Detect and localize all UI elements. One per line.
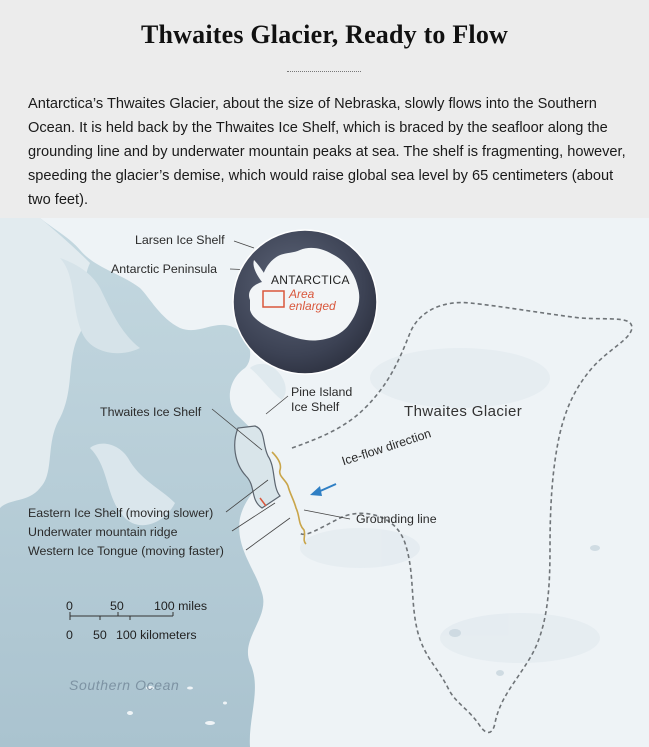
page-title: Thwaites Glacier, Ready to Flow [140,20,509,49]
label-area-enlarged-2: enlarged [289,299,336,313]
title-divider [287,71,361,72]
intro-text: Antarctica’s Thwaites Glacier, about the size of Nebraska, slowly flows into the Southern Ocean. It is held back by the Thwaites Ice Shelf, which is braced by the seafloor along the grounding line and by underwater mountain peaks at sea. The shelf is fragmenting, however, speeding the glacier’s demise, which would raise global sea level by 65 centimeters (about two feet). [28,96,626,208]
label-thwaites-ice-shelf: Thwaites Ice Shelf [100,405,202,419]
scale-km-0: 0 [66,628,73,642]
label-western-ice-tongue: Western Ice Tongue (moving faster) [28,544,224,558]
label-eastern-ice-shelf: Eastern Ice Shelf (moving slower) [28,506,214,520]
label-larsen-ice-shelf: Larsen Ice Shelf [135,233,225,247]
label-antarctica: ANTARCTICA [271,273,350,287]
label-antarctic-peninsula: Antarctic Peninsula [111,262,218,276]
label-thwaites-glacier: Thwaites Glacier [404,403,523,420]
label-area-enlarged-1: Area [289,287,315,301]
scale-km-100: 100 kilometers [116,628,197,642]
scale-miles-100: 100 miles [154,599,208,613]
label-pine-island-2: Ice Shelf [291,400,340,414]
scale-miles-50: 50 [110,599,124,613]
label-ice-flow-direction: Ice-flow direction [340,426,433,469]
scale-km-50: 50 [93,628,107,642]
map-graphic [0,218,649,747]
map [0,218,649,747]
label-pine-island-1: Pine Island [291,385,353,399]
label-underwater-ridge: Underwater mountain ridge [28,525,178,539]
label-grounding-line: Grounding line [356,512,437,526]
scale-miles-0: 0 [66,599,73,613]
header [0,0,649,218]
label-southern-ocean: Southern Ocean [69,677,180,693]
